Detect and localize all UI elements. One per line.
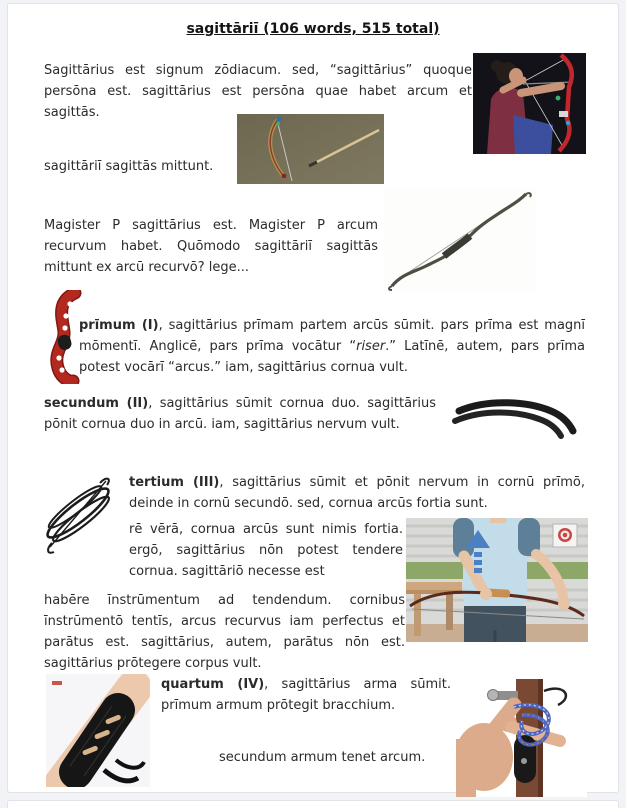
stringing-illustration: [406, 518, 588, 642]
primum-italic-word: riser: [356, 339, 386, 354]
quartum-label: quartum (IV): [161, 677, 265, 692]
document-page-card: [7, 3, 619, 793]
page-title: sagittāriī (106 words, 515 total): [186, 21, 440, 37]
secundum-text: , sagittārius sūmit cornua duo. sagittārius pōnit cornua duo in arcū. iam, sagittārius nervum vult.: [44, 396, 437, 432]
paragraph-magister: Magister P sagittārius est. Magister P arcum recurvum habet. Quōmodo sagittāriī sagittās mittunt ex arcū recurvō? lege...: [44, 218, 378, 275]
limbs-photo: [451, 393, 583, 439]
next-page-card-edge: [7, 800, 619, 808]
paragraph-tertium-top: [129, 472, 585, 514]
quartum-text: , sagittārius arma sūmit. prīmum armum prōtegit bracchium.: [161, 677, 451, 713]
bowstring-photo: [36, 469, 120, 559]
paragraph-secundum: [44, 393, 436, 435]
primum-text-1: , sagittārius prīmam partem arcūs sūmit. pars prīma est magnī mōmentī. Anglicē, pars prīma vocātur “: [79, 318, 586, 354]
paragraph-tertium-middle: rē vērā, cornua arcūs sunt nimis fortia. ergō, sagittārius nōn potest tendere cornua. sagittāriō necesse est: [129, 522, 403, 579]
paragraph-quartum-2: secundum armum tenet arcum.: [219, 750, 426, 765]
paragraph-primum: [79, 315, 585, 378]
tertium-label: tertium (III): [129, 475, 220, 490]
paragraph-intro: Sagittārius est signum zōdiacum. sed, “sagittārius” quoque persōna est. sagittārius est persōna quae habet arcum et sagittās.: [44, 63, 472, 120]
arrow-release-photo: [237, 114, 384, 184]
tertium-text-top: , sagittārius sūmit et pōnit nervum in cornū prīmō, deinde in cornū secundō. sed, cornua arcūs fortia sunt.: [129, 475, 585, 511]
paragraph-tertium-bottom: habēre īnstrūmentum ad tendendum. cornibus īnstrūmentō tentīs, arcus recurvus iam perfectus et parātus est. sagittārius, autem, parātus nōn est. sagittārius prōtegere corpus vult.: [44, 593, 405, 671]
secundum-label: secundum (II): [44, 396, 149, 411]
primum-label: prīmum (I): [79, 318, 159, 333]
archer-photo: [473, 53, 586, 154]
recurve-bow-photo: [384, 188, 536, 292]
bow-grip-photo: [456, 679, 587, 797]
paragraph-mittunt: sagittāriī sagittās mittunt.: [44, 159, 214, 174]
armguard-photo: [46, 674, 150, 787]
paragraph-quartum: [161, 674, 451, 716]
primum-text-2: .” Latīnē, autem, pars prīma potest vocārī “arcus.” iam, sagittārius cornua vult.: [79, 339, 585, 375]
